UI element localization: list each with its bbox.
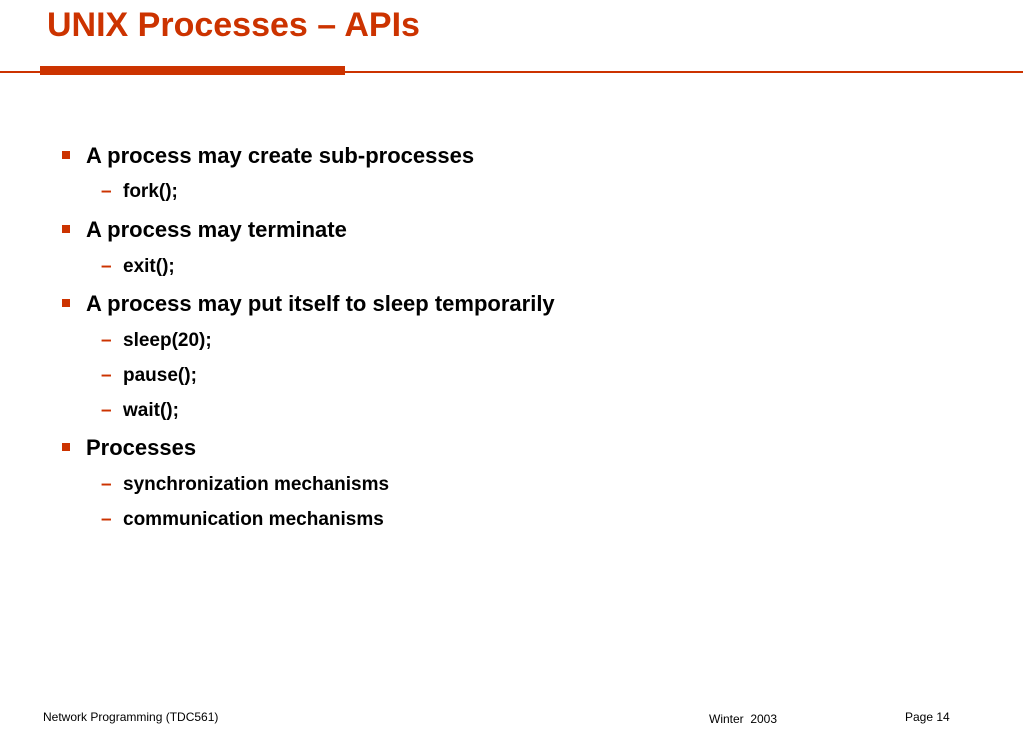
sub-bullet-text: wait(); xyxy=(123,400,179,421)
footer-course: Network Programming (TDC561) xyxy=(43,710,219,724)
sub-bullet-text: synchronization mechanisms xyxy=(123,474,390,495)
slide-title: UNIX Processes – APIs xyxy=(47,6,420,44)
sub-bullet-text: exit(); xyxy=(123,256,175,277)
sub-bullet-item xyxy=(101,181,178,203)
dash-icon: – xyxy=(101,509,112,530)
bullet-text: A process may create sub-processes xyxy=(86,143,475,168)
bullet-item xyxy=(86,217,347,243)
dash-icon: – xyxy=(101,330,112,351)
dash-icon: – xyxy=(101,256,112,277)
sub-bullet-text: sleep(20); xyxy=(123,330,212,351)
square-bullet-icon xyxy=(62,151,70,159)
bullet-item xyxy=(86,435,196,461)
bullet-text: Processes xyxy=(86,435,197,460)
sub-bullet-item xyxy=(101,256,175,278)
bullet-text: A process may terminate xyxy=(86,217,347,242)
sub-bullet-item xyxy=(101,400,179,422)
dash-icon: – xyxy=(101,400,112,421)
sub-bullet-item xyxy=(101,509,384,531)
dash-icon: – xyxy=(101,181,112,202)
square-bullet-icon xyxy=(62,225,70,233)
sub-bullet-text: fork(); xyxy=(123,181,178,202)
sub-bullet-text: pause(); xyxy=(123,365,197,386)
dash-icon: – xyxy=(101,365,112,386)
sub-bullet-text: communication mechanisms xyxy=(123,509,384,530)
square-bullet-icon xyxy=(62,443,70,451)
dash-icon: – xyxy=(101,474,112,495)
footer-term: Winter 2003 xyxy=(709,712,778,726)
bullet-item xyxy=(86,143,474,169)
bullet-text: A process may put itself to sleep temporarily xyxy=(86,291,555,316)
footer-page-number: Page 14 xyxy=(905,710,950,724)
sub-bullet-item xyxy=(101,365,197,387)
title-accent-bar xyxy=(40,66,345,75)
bullet-item xyxy=(86,291,555,317)
sub-bullet-item xyxy=(101,330,212,352)
square-bullet-icon xyxy=(62,299,70,307)
sub-bullet-item xyxy=(101,474,390,496)
